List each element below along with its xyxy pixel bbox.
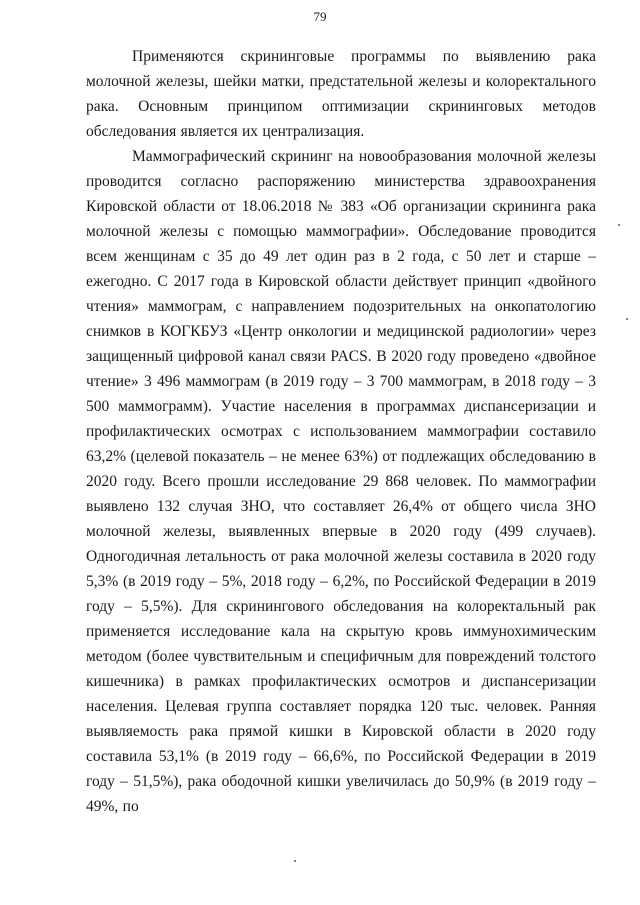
scan-speck xyxy=(626,318,628,320)
page-number: 79 xyxy=(313,9,327,24)
paragraph-mammography-screening: Маммографический скрининг на новообразования молочной железы проводится согласно распоряжению министерства здравоохранения Кировской области от 18.06.2018 № 383 «Об организации скрининга рака молочной железы с помощью маммографии». Обследование проводится всем женщинам с 35 до 49 лет один раз в 2 года, с 50 лет и старше – ежегодно. С 2017 года в Кировской области действует принцип «двойного чтения» маммограм, с направлением подозрительных на онкопатологию снимков в КОГКБУЗ «Центр онкологии и медицинской радиологии» через защищенный цифровой канал связи PACS. В 2020 году проведено «двойное чтение» 3 496 маммограм (в 2019 году – 3 700 маммограм, в 2018 году – 3 500 маммограмм). Участие населения в программах диспансеризации и профилактических осмотрах с использованием маммографии составило 63,2% (целевой показатель – не менее 63%) от подлежащих обследованию в 2020 году. Всего прошли исследование 29 868 человек. По маммографии выявлено 132 случая ЗНО, что составляет 26,4% от общего числа ЗНО молочной железы, выявленных впервые в 2020 году (499 случаев). Одногодичная летальность от рака молочной железы составила в 2020 году 5,3% (в 2019 году – 5%, 2018 году – 6,2%, по Российской Федерации в 2019 году – 5,5%). Для скринингового обследования на колоректальный рак применяется исследование кала на скрытую кровь иммунохимическим методом (более чувствительным и специфичным для повреждений толстого кишечника) в рамках профилактических осмотров и диспансеризации населения. Целевая группа составляет порядка 120 тыс. человек. Ранняя выявляемость рака прямой кишки в Кировской области в 2020 году составила 53,1% (в 2019 году – 66,6%, по Российской Федерации в 2019 году – 51,5%), рака ободочной кишки увеличилась до 50,9% (в 2019 году – 49%, по xyxy=(86,148,596,815)
scan-speck xyxy=(618,224,620,226)
body-text xyxy=(86,44,596,819)
paragraph-screening-programs: Применяются скрининговые программы по выявлению рака молочной железы, шейки матки, предстательной железы и колоректального рака. Основным принципом оптимизации скрининговых методов обследования является их централизация. xyxy=(86,48,596,140)
scan-speck xyxy=(294,860,296,862)
